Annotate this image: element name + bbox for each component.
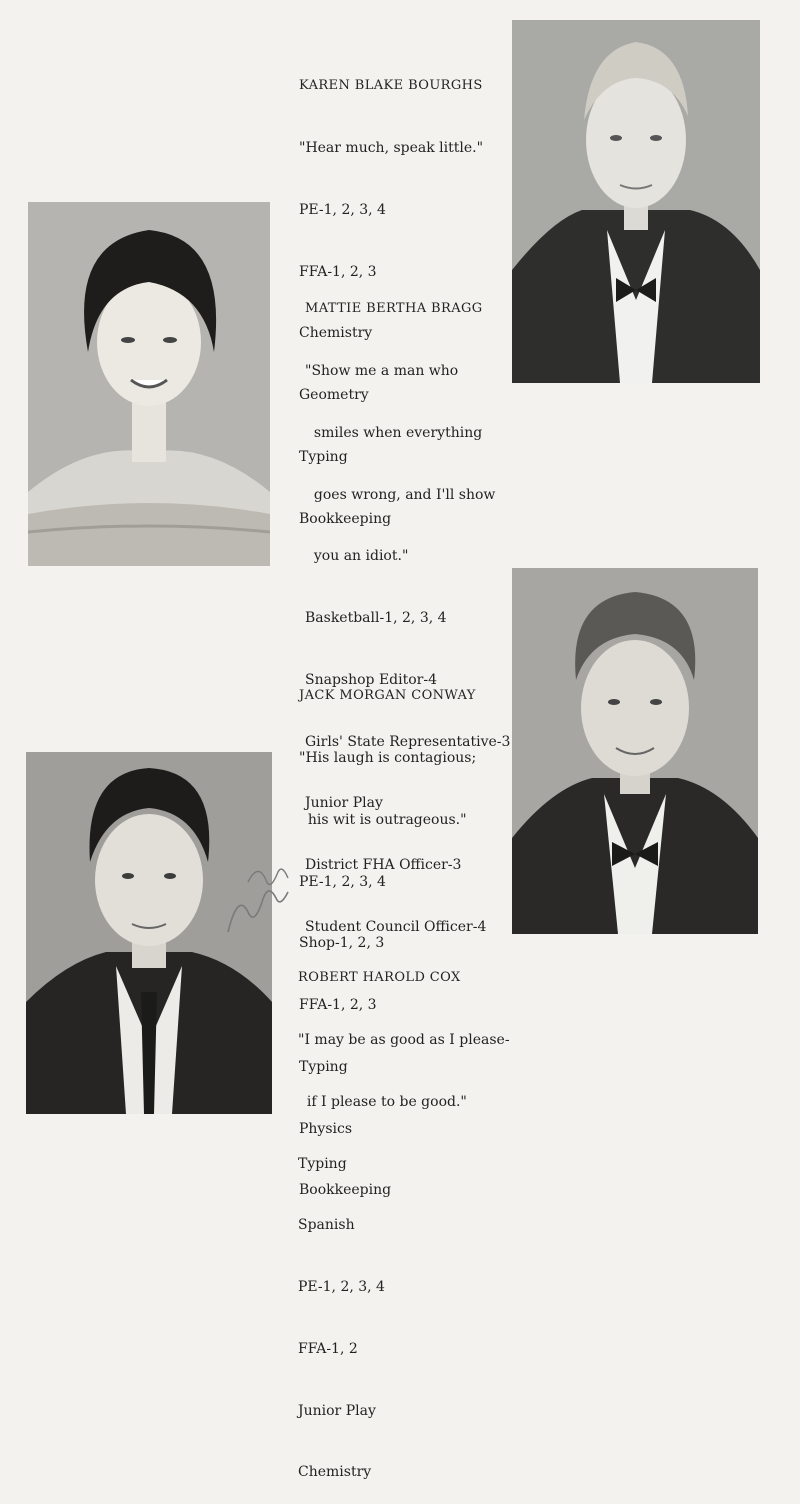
activity-line: Junior Play bbox=[305, 795, 383, 812]
activity-line: Typing bbox=[298, 1155, 347, 1172]
senior-quote-line: "Hear much, speak little." bbox=[299, 139, 484, 156]
senior-quote-line: "I may be as good as I please- bbox=[298, 1031, 510, 1048]
activity-line: Physics bbox=[299, 1120, 353, 1137]
activity-line: FFA-1, 2 bbox=[298, 1340, 358, 1357]
senior-name: MATTIE BERTHA BRAGG bbox=[305, 301, 483, 317]
activity-line: PE-1, 2, 3, 4 bbox=[299, 201, 386, 218]
portrait-photo-jack-morgan-conway bbox=[512, 568, 758, 934]
activity-line: FFA-1, 2, 3 bbox=[299, 997, 377, 1014]
activity-line: District FHA Officer-3 bbox=[305, 857, 462, 874]
handwritten-signature bbox=[218, 852, 298, 942]
activity-line: Chemistry bbox=[299, 325, 373, 342]
activity-line: PE-1, 2, 3, 4 bbox=[298, 1279, 385, 1296]
senior-quote-line: his wit is outrageous." bbox=[299, 811, 467, 828]
activity-line: Bookkeeping bbox=[299, 1182, 392, 1199]
senior-name: ROBERT HAROLD COX bbox=[298, 970, 461, 986]
activity-line: Geometry bbox=[299, 387, 369, 404]
senior-quote-line: you an idiot." bbox=[305, 548, 409, 565]
senior-quote-line: "His laugh is contagious; bbox=[299, 749, 477, 766]
senior-entry-robert-harold-cox bbox=[298, 927, 510, 1504]
activity-line: Chemistry bbox=[298, 1464, 372, 1481]
senior-name: JACK MORGAN CONWAY bbox=[299, 688, 476, 704]
senior-quote-line: if I please to be good." bbox=[298, 1093, 467, 1110]
activity-line: Snapshop Editor-4 bbox=[305, 671, 438, 688]
activity-line: Typing bbox=[299, 448, 348, 465]
portrait-photo-karen-blake-bourghs bbox=[512, 20, 760, 383]
portrait-photo-mattie-bertha-bragg bbox=[28, 202, 270, 566]
activity-line: Shop-1, 2, 3 bbox=[299, 935, 385, 952]
activity-line: Bookkeeping bbox=[299, 510, 392, 527]
activity-line: Spanish bbox=[298, 1217, 355, 1234]
senior-name: KAREN BLAKE BOURGHS bbox=[299, 78, 483, 94]
senior-quote-line: goes wrong, and I'll show bbox=[305, 486, 496, 503]
activity-line: Junior Play bbox=[298, 1402, 376, 1419]
activity-line: FFA-1, 2, 3 bbox=[299, 263, 377, 280]
activity-line: PE-1, 2, 3, 4 bbox=[299, 873, 386, 890]
activity-line: Basketball-1, 2, 3, 4 bbox=[305, 610, 447, 627]
activity-line: Typing bbox=[299, 1058, 348, 1075]
senior-quote-line: smiles when everything bbox=[305, 424, 483, 441]
activity-line: Student Council Officer-4 bbox=[305, 919, 487, 935]
senior-quote-line: "Show me a man who bbox=[305, 362, 459, 379]
activity-line: Girls' State Representative-3 bbox=[305, 733, 511, 750]
